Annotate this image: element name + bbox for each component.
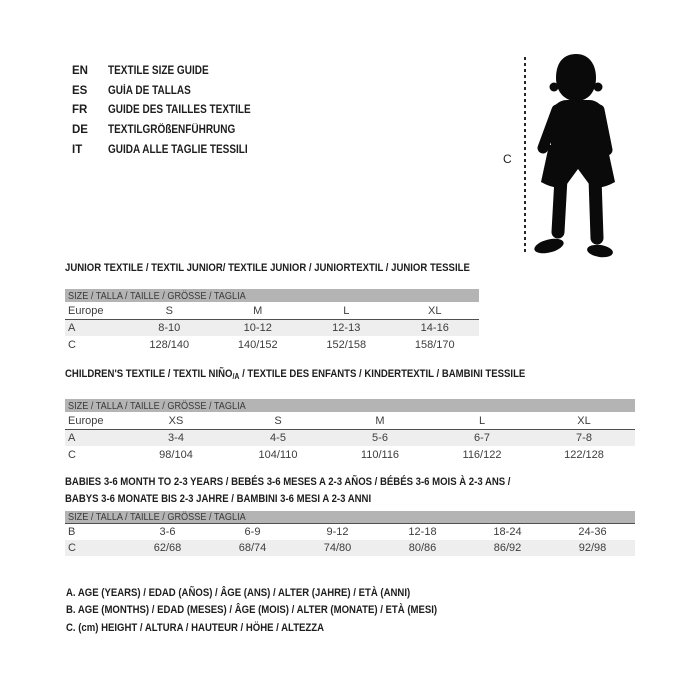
height-cell: 98/104 bbox=[159, 448, 193, 461]
height-cell: 62/68 bbox=[153, 542, 182, 554]
row-label: Europe bbox=[68, 414, 104, 427]
age-cell: 24-36 bbox=[578, 526, 607, 538]
footnote-legend bbox=[66, 585, 493, 637]
age-cell: 3-4 bbox=[168, 432, 184, 444]
table-row-age bbox=[65, 430, 635, 446]
height-cell: 74/80 bbox=[323, 542, 352, 554]
language-code: FR bbox=[72, 104, 88, 117]
age-cell: 8-10 bbox=[158, 322, 181, 334]
size-cell: S bbox=[274, 414, 282, 427]
junior-table-title: JUNIOR TEXTILE / TEXTIL JUNIOR/ TEXTILE JUNIOR / JUNIORTEXTIL / JUNIOR TESSILE bbox=[65, 262, 470, 274]
language-code: DE bbox=[72, 123, 88, 136]
size-cell: XL bbox=[577, 414, 591, 427]
height-measure-label: C bbox=[503, 152, 512, 166]
footnote-c: C. (cm) HEIGHT / ALTURA / HAUTEUR / HÖHE / ALTEZZA bbox=[66, 621, 325, 634]
height-cell: 80/86 bbox=[408, 542, 437, 554]
height-cell: 122/128 bbox=[564, 448, 604, 461]
height-cell: 152/158 bbox=[326, 338, 367, 351]
age-cell: 6-9 bbox=[244, 526, 261, 538]
language-label: GUIDE DES TAILLES TEXTILE bbox=[108, 104, 251, 117]
junior-size-table bbox=[65, 263, 479, 353]
height-cell: 128/140 bbox=[149, 338, 190, 351]
age-cell: 7-8 bbox=[576, 432, 592, 444]
row-label: C bbox=[68, 448, 76, 461]
children-size-table bbox=[65, 369, 635, 463]
age-cell: 6-7 bbox=[474, 432, 490, 444]
age-cell: 9-12 bbox=[326, 526, 349, 538]
height-cell: 140/152 bbox=[237, 338, 278, 351]
age-cell: 12-18 bbox=[408, 526, 437, 538]
size-cell: XS bbox=[168, 414, 184, 427]
height-dashed-line bbox=[524, 57, 526, 253]
height-cell: 158/170 bbox=[414, 338, 455, 351]
language-row-fr bbox=[72, 100, 272, 120]
height-cell: 104/110 bbox=[258, 448, 298, 461]
height-cell: 92/98 bbox=[578, 542, 607, 554]
table-row-europe bbox=[65, 412, 635, 430]
table-row-age bbox=[65, 320, 479, 336]
babies-table-title: BABIES 3-6 MONTH TO 2-3 YEARS / BEBÉS 3-6 MESES A 2-3 AÑOS / BÉBÉS 3-6 MOIS À 2-3 ANS / BABYS 3-6 MONATE BIS 2-3 JAHRE / BAMBINI 3-6 MESI A 2-3 ANNI bbox=[65, 476, 511, 505]
age-cell: 3-6 bbox=[159, 526, 176, 538]
height-cell: 116/122 bbox=[462, 448, 502, 461]
age-cell: 18-24 bbox=[493, 526, 522, 538]
size-cell: S bbox=[165, 304, 173, 317]
language-row-it bbox=[72, 140, 272, 160]
row-label: A bbox=[68, 432, 76, 444]
language-label: GUIDA ALLE TAGLIE TESSILI bbox=[108, 143, 248, 156]
language-code: IT bbox=[72, 143, 83, 156]
footnote-a: A. AGE (YEARS) / EDAD (AÑOS) / ÂGE (ANS) / ALTER (JAHRE) / ETÀ (ANNI) bbox=[66, 587, 411, 599]
language-code: EN bbox=[72, 64, 88, 77]
children-table-title: CHILDREN'S TEXTILE / TEXTIL NIÑO/A / TEXTILE DES ENFANTS / KINDERTEXTIL / BAMBINI TESSILE bbox=[65, 368, 526, 381]
age-cell: 5-6 bbox=[372, 432, 388, 444]
size-cell: M bbox=[375, 414, 385, 427]
babies-size-table bbox=[65, 474, 635, 556]
size-cell: L bbox=[343, 304, 350, 317]
table-row-height bbox=[65, 540, 635, 556]
table-row-europe bbox=[65, 302, 479, 320]
language-code: ES bbox=[72, 84, 88, 97]
height-cell: 68/74 bbox=[238, 542, 267, 554]
baby-silhouette-icon bbox=[533, 50, 648, 260]
height-cell: 110/116 bbox=[360, 448, 400, 461]
row-label: C bbox=[68, 542, 76, 554]
size-header-band: SIZE / TALLA / TAILLE / GRÖSSE / TAGLIA bbox=[65, 289, 479, 302]
language-list bbox=[72, 61, 272, 159]
language-label: TEXTILE SIZE GUIDE bbox=[108, 64, 209, 77]
row-label: C bbox=[68, 338, 76, 351]
row-label: A bbox=[68, 322, 76, 334]
table-row-age-months bbox=[65, 524, 635, 540]
size-cell: XL bbox=[428, 304, 442, 317]
age-cell: 4-5 bbox=[270, 432, 286, 444]
age-cell: 10-12 bbox=[243, 322, 272, 334]
age-cell: 14-16 bbox=[420, 322, 449, 334]
table-row-height bbox=[65, 446, 635, 463]
size-header-band: SIZE / TALLA / TAILLE / GRÖSSE / TAGLIA bbox=[65, 399, 635, 412]
language-row-en bbox=[72, 61, 272, 81]
height-cell: 86/92 bbox=[493, 542, 522, 554]
language-row-es bbox=[72, 81, 272, 101]
size-header-band: SIZE / TALLA / TAILLE / GRÖSSE / TAGLIA bbox=[65, 511, 635, 524]
size-cell: M bbox=[253, 304, 263, 317]
row-label: B bbox=[68, 526, 76, 538]
size-cell: L bbox=[478, 414, 486, 427]
language-label: TEXTILGRÖßENFÜHRUNG bbox=[108, 123, 236, 136]
title-subscript: /A bbox=[232, 372, 240, 381]
table-row-height bbox=[65, 336, 479, 353]
footnote-b: B. AGE (MONTHS) / EDAD (MESES) / ÂGE (MOIS) / ALTER (MONATE) / ETÀ (MESI) bbox=[66, 604, 438, 617]
row-label: Europe bbox=[68, 304, 104, 317]
language-row-de bbox=[72, 120, 272, 140]
language-label: GUÍA DE TALLAS bbox=[108, 84, 191, 97]
age-cell: 12-13 bbox=[332, 322, 361, 334]
